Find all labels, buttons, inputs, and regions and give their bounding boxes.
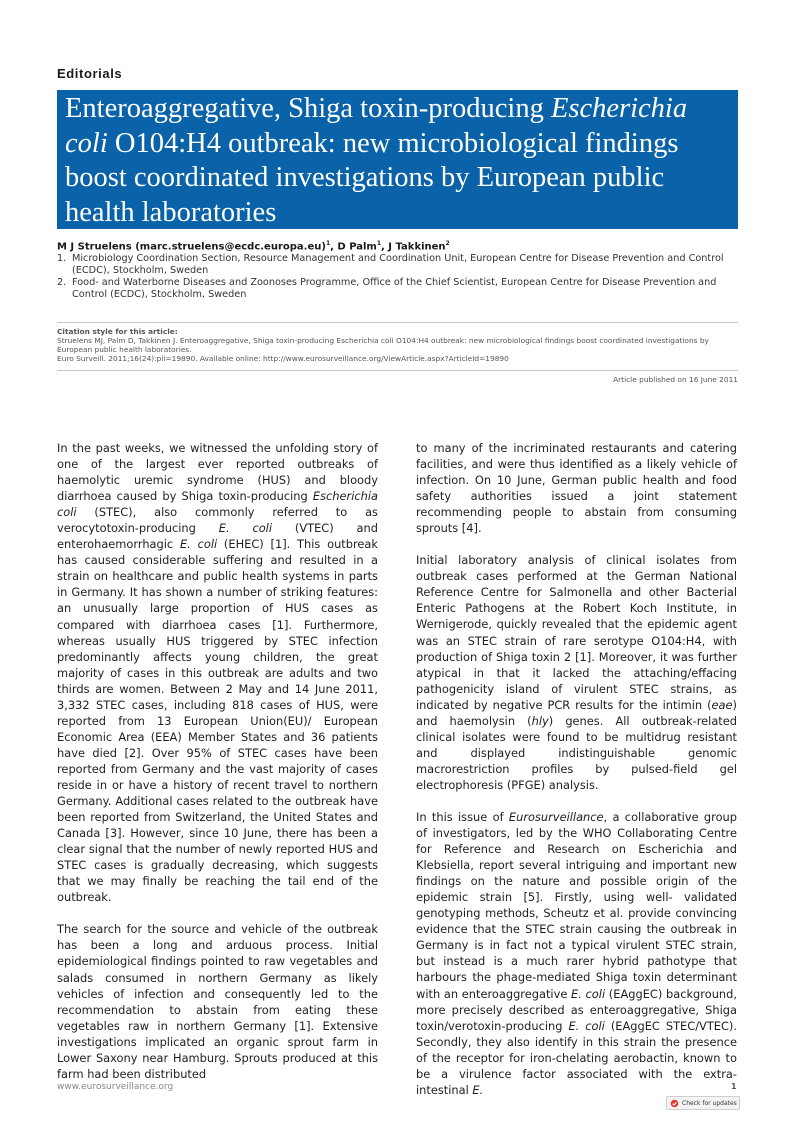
affiliation-2: 2. Food- and Waterborne Diseases and Zoonoses Programme, Office of the Chief Scientist, European Centre for Disease Prevention and Control (ECDC), Stockholm, Sweden <box>57 277 717 300</box>
body-paragraph: Initial laboratory analysis of clinical isolates from outbreak cases performed at the German National Reference Centre for Salmonella and other Bacterial Enteric Pathogens at the Robert Koch Institute, in Wernigerode, quickly revealed that the epidemic agent was an STEC strain of rare serotype O104:H4, with production of Shiga toxin 2 [1]. Moreover, it was further atypical in that it lacked the attaching/effacing pathogenicity island of virulent STEC strains, as indicated by negative PCR results for the intimin (eae) and haemolysin (hly) genes. All outbreak-related clinical isolates were found to be multidrug resistant and displayed indistinguishable genomic macrorestriction profiles by pulsed-field gel electrophoresis (PFGE) analysis. <box>416 553 737 792</box>
check-for-updates-button[interactable]: Check for updates <box>666 1096 740 1110</box>
author-1: M J Struelens (marc.struelens@ecdc.europa.eu) <box>57 241 326 253</box>
author-line: M J Struelens (marc.struelens@ecdc.europa.eu)$^1$, D Palm$^1$, J Takkinen$^2$ <box>57 240 450 253</box>
body-paragraph: to many of the incriminated restaurants and catering facilities, and were thus identified as a likely vehicle of infection. On 10 June, German public health and food safety authorities issued a joint statement recommending people to abstain from consuming sprouts [4]. <box>416 441 737 536</box>
body-column-right <box>416 440 737 1114</box>
body-column-left <box>57 440 378 1098</box>
divider <box>57 322 738 323</box>
published-date: Article published on 16 June 2011 <box>613 375 738 384</box>
footer-url[interactable]: www.eurosurveillance.org <box>57 1082 174 1092</box>
divider <box>57 370 738 371</box>
body-paragraph: In this issue of Eurosurveillance, a collaborative group of investigators, led by the WHO Collaborating Centre for Reference and Research on Escherichia and Klebsiella, report several intriguing and important new findings on the nature and possible origin of the epidemic strain [5]. Firstly, using well- validated genotyping methods, Scheutz et al. provide convincing evidence that the STEC strain causing the outbreak in Germany is in fact not a typical virulent STEC strain, but instead is a much rarer hybrid pathotype that harbours the phage-mediated Shiga toxin determinant with an enteroaggregative E. coli (EAggEC) background, more precisely described as enteroaggregative, Shiga toxin/verotoxin-producing E. coli (EAggEC STEC/VTEC). Secondly, they also identify in this strain the presence of the receptor for iron-chelating aerobactin, known to be a virulence factor associated with the extra-intestinal E. <box>416 809 737 1097</box>
affiliation-1: 1. Microbiology Coordination Section, Resource Management and Coordination Unit, European Centre for Disease Prevention and Control (ECDC), Stockholm, Sweden <box>57 253 724 276</box>
section-label: Editorials <box>57 66 123 81</box>
body-paragraph: In the past weeks, we witnessed the unfolding story of one of the largest ever reported outbreaks of haemolytic uremic syndrome (HUS) and bloody diarrhoea caused by Shiga toxin-producing Escherichia coli (STEC), also commonly referred to as verocytotoxin-producing E. coli (VTEC) and enterohaemorrhagic E. coli (EHEC) [1]. This outbreak has caused considerable suffering and resulted in a strain on healthcare and public health systems in parts in Germany. It has shown a number of striking features: an unusually large proportion of HUS cases as compared with diarrhoea cases [1]. Furthermore, whereas usually HUS triggered by STEC infection predominantly affects young children, the great majority of cases in this outbreak are adults and two thirds are women. Between 2 May and 14 June 2011, 3,332 STEC cases, including 818 cases of HUS, were reported from 13 European Union(EU)/ European Economic Area (EEA) Member States and 36 patients have died [2]. Over 95% of STEC cases have been reported from Germany and the vast majority of cases reside in or have a history of recent travel to northern Germany. Additional cases related to the outbreak have been reported from Switzerland, the United States and Canada [3]. However, since 10 June, there has been a clear signal that the number of newly reported HUS and STEC cases is gradually decreasing, which suggests that we may finally be reaching the tail end of the outbreak. <box>57 441 379 905</box>
update-check-icon <box>670 1099 679 1108</box>
author-3: , J Takkinen <box>381 241 446 253</box>
title-banner <box>57 90 738 229</box>
page-number: 1 <box>731 1082 737 1091</box>
citation-text: Struelens MJ, Palm D, Takkinen J. Enteroaggregative, Shiga toxin-producing Escherichia coli O104:H4 outbreak: new microbiological findings boost coordinated investigations by European public health laboratories. Euro Surveill. 2011;16(24):pii=19890. Available online: http://www.eurosurveillance.org/ViewArticle.aspx?ArticleId=19890 <box>57 336 709 363</box>
author-2: , D Palm <box>330 241 377 253</box>
body-paragraph: The search for the source and vehicle of the outbreak has been a long and arduous process. Initial epidemiological findings pointed to raw vegetables and salads consumed in northern Germany as likely vehicles of infection and consequently led to the recommendation to abstain from eating these vegetables raw in northern Germany [1]. Extensive investigations implicated an organic sprout farm in Lower Saxony near Hamburg. Sprouts produced at this farm had been distributed <box>57 922 378 1081</box>
article-title: Enteroaggregative, Shiga toxin-producing Escherichia coli O104:H4 outbreak: new microbiological findings boost coordinated investigations by European public health laboratories <box>65 93 688 228</box>
citation-heading: Citation style for this article: <box>57 327 178 336</box>
